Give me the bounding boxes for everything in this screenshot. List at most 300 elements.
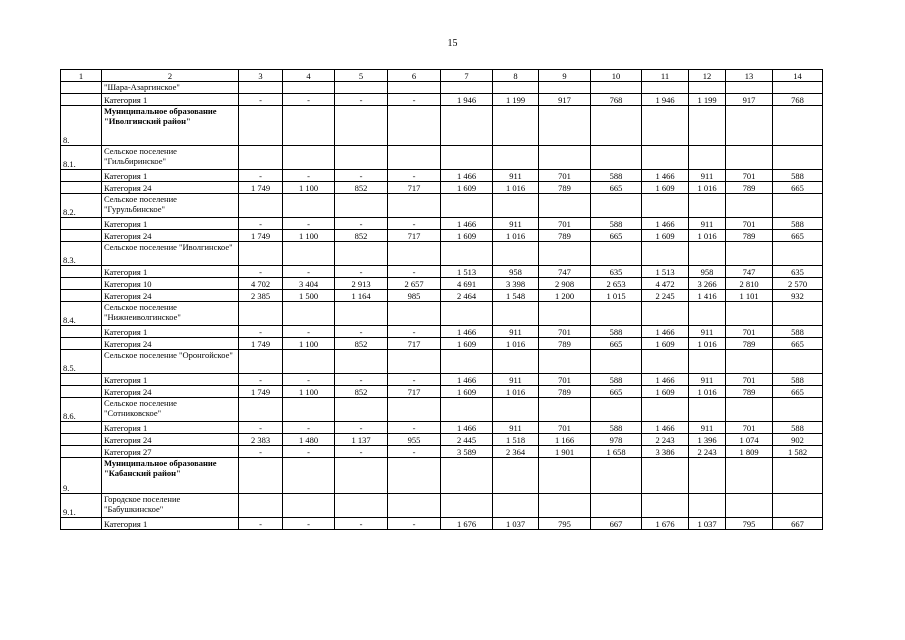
value-cell	[726, 82, 773, 94]
value-cell	[441, 494, 493, 518]
value-cell: 1 582	[773, 446, 823, 458]
value-cell: -	[335, 170, 388, 182]
category-name-cell: Категория 1	[102, 326, 239, 338]
value-cell: -	[283, 446, 335, 458]
value-cell	[773, 398, 823, 422]
section-row	[61, 302, 823, 326]
value-cell: 958	[689, 266, 726, 278]
value-cell	[773, 494, 823, 518]
table-row	[61, 434, 823, 446]
value-cell: 2 383	[239, 434, 283, 446]
value-cell	[773, 146, 823, 170]
row-number-cell: 8.	[61, 106, 102, 146]
value-cell	[642, 398, 689, 422]
value-cell: 1 016	[689, 338, 726, 350]
value-cell: 1 466	[441, 326, 493, 338]
value-cell	[591, 106, 642, 146]
row-number-cell	[61, 326, 102, 338]
value-cell: 917	[539, 94, 591, 106]
value-cell	[726, 350, 773, 374]
value-cell	[239, 82, 283, 94]
row-number-cell	[61, 230, 102, 242]
value-cell	[283, 458, 335, 494]
value-cell: 985	[388, 290, 441, 302]
value-cell: 2 913	[335, 278, 388, 290]
value-cell: 911	[689, 170, 726, 182]
value-cell	[773, 302, 823, 326]
header-cell-11: 11	[642, 70, 689, 82]
section-row	[61, 398, 823, 422]
value-cell: 701	[539, 326, 591, 338]
value-cell: 3 386	[642, 446, 689, 458]
value-cell: 701	[726, 374, 773, 386]
value-cell: 1 749	[239, 386, 283, 398]
value-cell: 1 137	[335, 434, 388, 446]
value-cell: 588	[591, 374, 642, 386]
row-number-cell	[61, 446, 102, 458]
row-number-cell: 8.4.	[61, 302, 102, 326]
value-cell: 1 466	[642, 374, 689, 386]
value-cell	[689, 398, 726, 422]
value-cell: 1 016	[493, 230, 539, 242]
value-cell: -	[239, 326, 283, 338]
value-cell: 911	[493, 326, 539, 338]
value-cell: -	[388, 374, 441, 386]
row-number-cell	[61, 94, 102, 106]
value-cell: 1 016	[689, 386, 726, 398]
value-cell	[642, 82, 689, 94]
value-cell: 1 609	[642, 386, 689, 398]
value-cell	[726, 302, 773, 326]
value-cell	[283, 350, 335, 374]
value-cell: 701	[539, 422, 591, 434]
section-row	[61, 146, 823, 170]
section-row	[61, 458, 823, 494]
section-row	[61, 494, 823, 518]
value-cell: 2 245	[642, 290, 689, 302]
value-cell: -	[388, 266, 441, 278]
value-cell: 1 609	[441, 182, 493, 194]
value-cell	[773, 458, 823, 494]
row-number-cell	[61, 338, 102, 350]
category-name-cell: Категория 27	[102, 446, 239, 458]
table-row	[61, 266, 823, 278]
header-cell-7: 7	[441, 70, 493, 82]
value-cell: 1 749	[239, 338, 283, 350]
value-cell: 1 609	[642, 338, 689, 350]
value-cell: -	[335, 218, 388, 230]
value-cell: 1 480	[283, 434, 335, 446]
value-cell	[689, 106, 726, 146]
value-cell: 1 416	[689, 290, 726, 302]
value-cell: 917	[726, 94, 773, 106]
value-cell: 955	[388, 434, 441, 446]
row-number-cell	[61, 218, 102, 230]
value-cell: 1 548	[493, 290, 539, 302]
value-cell: 665	[773, 338, 823, 350]
value-cell: 911	[689, 326, 726, 338]
category-name-cell: Категория 1	[102, 518, 239, 530]
value-cell: -	[283, 374, 335, 386]
value-cell: 789	[726, 182, 773, 194]
table-row	[61, 170, 823, 182]
value-cell	[441, 194, 493, 218]
value-cell: 588	[773, 326, 823, 338]
value-cell: 911	[493, 374, 539, 386]
value-cell	[726, 242, 773, 266]
value-cell: 1 016	[689, 230, 726, 242]
value-cell: 911	[689, 374, 726, 386]
value-cell: -	[283, 94, 335, 106]
value-cell: 1 466	[441, 218, 493, 230]
value-cell: 4 702	[239, 278, 283, 290]
table-row	[61, 386, 823, 398]
value-cell: 1 037	[689, 518, 726, 530]
value-cell: 1 500	[283, 290, 335, 302]
value-cell	[283, 242, 335, 266]
value-cell	[642, 494, 689, 518]
value-cell: 1 609	[441, 386, 493, 398]
value-cell	[335, 106, 388, 146]
value-cell	[642, 350, 689, 374]
value-cell	[388, 106, 441, 146]
section-name-cell: Сельское поселение "Сотниковское"	[102, 398, 239, 422]
value-cell	[441, 242, 493, 266]
value-cell	[539, 350, 591, 374]
value-cell	[283, 302, 335, 326]
value-cell: 665	[773, 182, 823, 194]
value-cell: -	[239, 170, 283, 182]
value-cell: -	[335, 518, 388, 530]
value-cell: 3 398	[493, 278, 539, 290]
value-cell: 1 609	[441, 338, 493, 350]
value-cell	[773, 350, 823, 374]
value-cell: 789	[726, 386, 773, 398]
section-row	[61, 106, 823, 146]
table-row	[61, 182, 823, 194]
value-cell	[726, 194, 773, 218]
value-cell: -	[239, 422, 283, 434]
value-cell	[441, 82, 493, 94]
value-cell: 911	[493, 422, 539, 434]
row-number-cell	[61, 422, 102, 434]
value-cell	[388, 350, 441, 374]
value-cell: 2 653	[591, 278, 642, 290]
value-cell: -	[388, 170, 441, 182]
value-cell	[493, 350, 539, 374]
value-cell: 1 016	[493, 182, 539, 194]
table-row	[61, 218, 823, 230]
value-cell: 1 809	[726, 446, 773, 458]
value-cell	[239, 242, 283, 266]
category-name-cell: Категория 1	[102, 266, 239, 278]
value-cell: 717	[388, 230, 441, 242]
value-cell: 1 037	[493, 518, 539, 530]
value-cell	[689, 194, 726, 218]
value-cell: 2 445	[441, 434, 493, 446]
value-cell	[239, 194, 283, 218]
value-cell: 588	[773, 218, 823, 230]
value-cell: -	[239, 266, 283, 278]
table-row	[61, 374, 823, 386]
value-cell: 1 200	[539, 290, 591, 302]
value-cell: -	[283, 422, 335, 434]
category-name-cell: Категория 10	[102, 278, 239, 290]
value-cell: 701	[539, 218, 591, 230]
value-cell	[591, 494, 642, 518]
value-cell	[493, 458, 539, 494]
value-cell	[441, 398, 493, 422]
value-cell: 1 518	[493, 434, 539, 446]
value-cell	[689, 350, 726, 374]
value-cell	[388, 242, 441, 266]
value-cell	[539, 106, 591, 146]
value-cell	[539, 398, 591, 422]
row-number-cell	[61, 82, 102, 94]
value-cell: 789	[539, 386, 591, 398]
header-cell-8: 8	[493, 70, 539, 82]
value-cell: 1 164	[335, 290, 388, 302]
value-cell: 2 464	[441, 290, 493, 302]
category-name-cell: Категория 1	[102, 218, 239, 230]
table-row	[61, 338, 823, 350]
value-cell: 1 100	[283, 182, 335, 194]
value-cell: 701	[726, 326, 773, 338]
value-cell: 795	[726, 518, 773, 530]
value-cell	[642, 302, 689, 326]
value-cell	[591, 194, 642, 218]
value-cell: 1 946	[441, 94, 493, 106]
header-cell-1: 1	[61, 70, 102, 82]
value-cell	[773, 82, 823, 94]
row-number-cell	[61, 170, 102, 182]
value-cell: 667	[773, 518, 823, 530]
value-cell: 1 513	[642, 266, 689, 278]
value-cell: 4 691	[441, 278, 493, 290]
value-cell	[726, 494, 773, 518]
value-cell	[726, 398, 773, 422]
header-cell-13: 13	[726, 70, 773, 82]
value-cell	[773, 194, 823, 218]
value-cell: 789	[539, 230, 591, 242]
value-cell	[539, 458, 591, 494]
value-cell	[726, 106, 773, 146]
value-cell	[773, 242, 823, 266]
section-row	[61, 82, 823, 94]
value-cell	[591, 302, 642, 326]
table-row	[61, 518, 823, 530]
value-cell: 958	[493, 266, 539, 278]
value-cell	[388, 302, 441, 326]
row-number-cell: 8.6.	[61, 398, 102, 422]
value-cell: 701	[539, 170, 591, 182]
value-cell: 789	[726, 230, 773, 242]
value-cell: 717	[388, 338, 441, 350]
value-cell	[441, 458, 493, 494]
value-cell	[493, 82, 539, 94]
value-cell	[493, 302, 539, 326]
value-cell: 932	[773, 290, 823, 302]
row-number-cell: 8.5.	[61, 350, 102, 374]
value-cell: 3 404	[283, 278, 335, 290]
value-cell	[441, 302, 493, 326]
value-cell: 665	[773, 230, 823, 242]
value-cell: 1 901	[539, 446, 591, 458]
value-cell	[642, 458, 689, 494]
value-cell: 701	[539, 374, 591, 386]
value-cell: 789	[539, 338, 591, 350]
section-name-cell: Муниципальное образование "Кабанский район"	[102, 458, 239, 494]
value-cell	[441, 106, 493, 146]
value-cell: 717	[388, 182, 441, 194]
value-cell	[283, 146, 335, 170]
value-cell: 635	[773, 266, 823, 278]
value-cell	[493, 398, 539, 422]
value-cell: -	[283, 266, 335, 278]
value-cell	[539, 82, 591, 94]
header-cell-3: 3	[239, 70, 283, 82]
value-cell	[591, 82, 642, 94]
value-cell: -	[239, 446, 283, 458]
value-cell: 1 166	[539, 434, 591, 446]
value-cell: -	[239, 218, 283, 230]
value-cell: -	[283, 170, 335, 182]
value-cell: 747	[726, 266, 773, 278]
value-cell	[539, 194, 591, 218]
value-cell: 789	[726, 338, 773, 350]
header-cell-6: 6	[388, 70, 441, 82]
category-name-cell: Категория 24	[102, 338, 239, 350]
value-cell: 768	[773, 94, 823, 106]
row-number-cell	[61, 386, 102, 398]
value-cell: 665	[591, 338, 642, 350]
value-cell: -	[388, 446, 441, 458]
category-name-cell: Категория 24	[102, 434, 239, 446]
value-cell	[689, 302, 726, 326]
value-cell: 1 749	[239, 230, 283, 242]
value-cell	[642, 146, 689, 170]
value-cell	[591, 350, 642, 374]
value-cell: 1 016	[493, 386, 539, 398]
category-name-cell: Категория 1	[102, 94, 239, 106]
category-name-cell: Категория 1	[102, 170, 239, 182]
row-number-cell	[61, 266, 102, 278]
table-row	[61, 446, 823, 458]
value-cell: 1 101	[726, 290, 773, 302]
value-cell	[335, 302, 388, 326]
value-cell: 1 100	[283, 338, 335, 350]
value-cell	[689, 146, 726, 170]
row-number-cell	[61, 290, 102, 302]
row-number-cell: 8.2.	[61, 194, 102, 218]
value-cell: 902	[773, 434, 823, 446]
value-cell: -	[388, 326, 441, 338]
section-name-cell: "Шара-Азаргинское"	[102, 82, 239, 94]
value-cell	[441, 350, 493, 374]
row-number-cell: 9.1.	[61, 494, 102, 518]
table-header-row	[61, 70, 823, 82]
value-cell: 747	[539, 266, 591, 278]
value-cell	[689, 242, 726, 266]
value-cell: 588	[591, 422, 642, 434]
value-cell	[642, 242, 689, 266]
header-cell-4: 4	[283, 70, 335, 82]
value-cell	[642, 106, 689, 146]
value-cell: -	[388, 94, 441, 106]
value-cell: 1 466	[441, 170, 493, 182]
value-cell: 1 016	[689, 182, 726, 194]
category-name-cell: Категория 1	[102, 374, 239, 386]
value-cell	[539, 242, 591, 266]
value-cell: 2 657	[388, 278, 441, 290]
category-name-cell: Категория 24	[102, 290, 239, 302]
value-cell: 789	[539, 182, 591, 194]
section-row	[61, 350, 823, 374]
header-cell-14: 14	[773, 70, 823, 82]
page-number: 15	[447, 38, 458, 49]
header-cell-2: 2	[102, 70, 239, 82]
value-cell: 665	[591, 182, 642, 194]
value-cell	[239, 458, 283, 494]
value-cell: 1 513	[441, 266, 493, 278]
value-cell	[493, 146, 539, 170]
value-cell	[283, 398, 335, 422]
value-cell	[773, 106, 823, 146]
value-cell: -	[335, 326, 388, 338]
section-row	[61, 194, 823, 218]
value-cell: 635	[591, 266, 642, 278]
value-cell: 1 609	[441, 230, 493, 242]
value-cell: 1 466	[642, 422, 689, 434]
table-row	[61, 278, 823, 290]
row-number-cell: 8.3.	[61, 242, 102, 266]
category-name-cell: Категория 24	[102, 182, 239, 194]
value-cell	[388, 194, 441, 218]
value-cell	[388, 494, 441, 518]
value-cell: 701	[726, 218, 773, 230]
value-cell	[388, 458, 441, 494]
table-row	[61, 326, 823, 338]
value-cell: -	[388, 218, 441, 230]
value-cell: 1 466	[642, 326, 689, 338]
row-number-cell: 9.	[61, 458, 102, 494]
section-name-cell: Сельское поселение "Нижнеиволгинское"	[102, 302, 239, 326]
value-cell: 701	[726, 422, 773, 434]
value-cell: 665	[591, 230, 642, 242]
value-cell	[726, 146, 773, 170]
value-cell: 588	[773, 170, 823, 182]
value-cell	[493, 242, 539, 266]
value-cell	[335, 242, 388, 266]
value-cell: -	[335, 374, 388, 386]
value-cell: 911	[493, 170, 539, 182]
value-cell: 1 946	[642, 94, 689, 106]
value-cell	[591, 458, 642, 494]
value-cell: 1 466	[642, 218, 689, 230]
header-cell-10: 10	[591, 70, 642, 82]
value-cell: 701	[726, 170, 773, 182]
category-name-cell: Категория 24	[102, 386, 239, 398]
value-cell: -	[239, 94, 283, 106]
table-row	[61, 230, 823, 242]
value-cell: 911	[689, 218, 726, 230]
value-cell	[283, 82, 335, 94]
value-cell: 978	[591, 434, 642, 446]
value-cell: -	[283, 218, 335, 230]
value-cell	[239, 350, 283, 374]
value-cell: -	[335, 422, 388, 434]
value-cell: 1 396	[689, 434, 726, 446]
